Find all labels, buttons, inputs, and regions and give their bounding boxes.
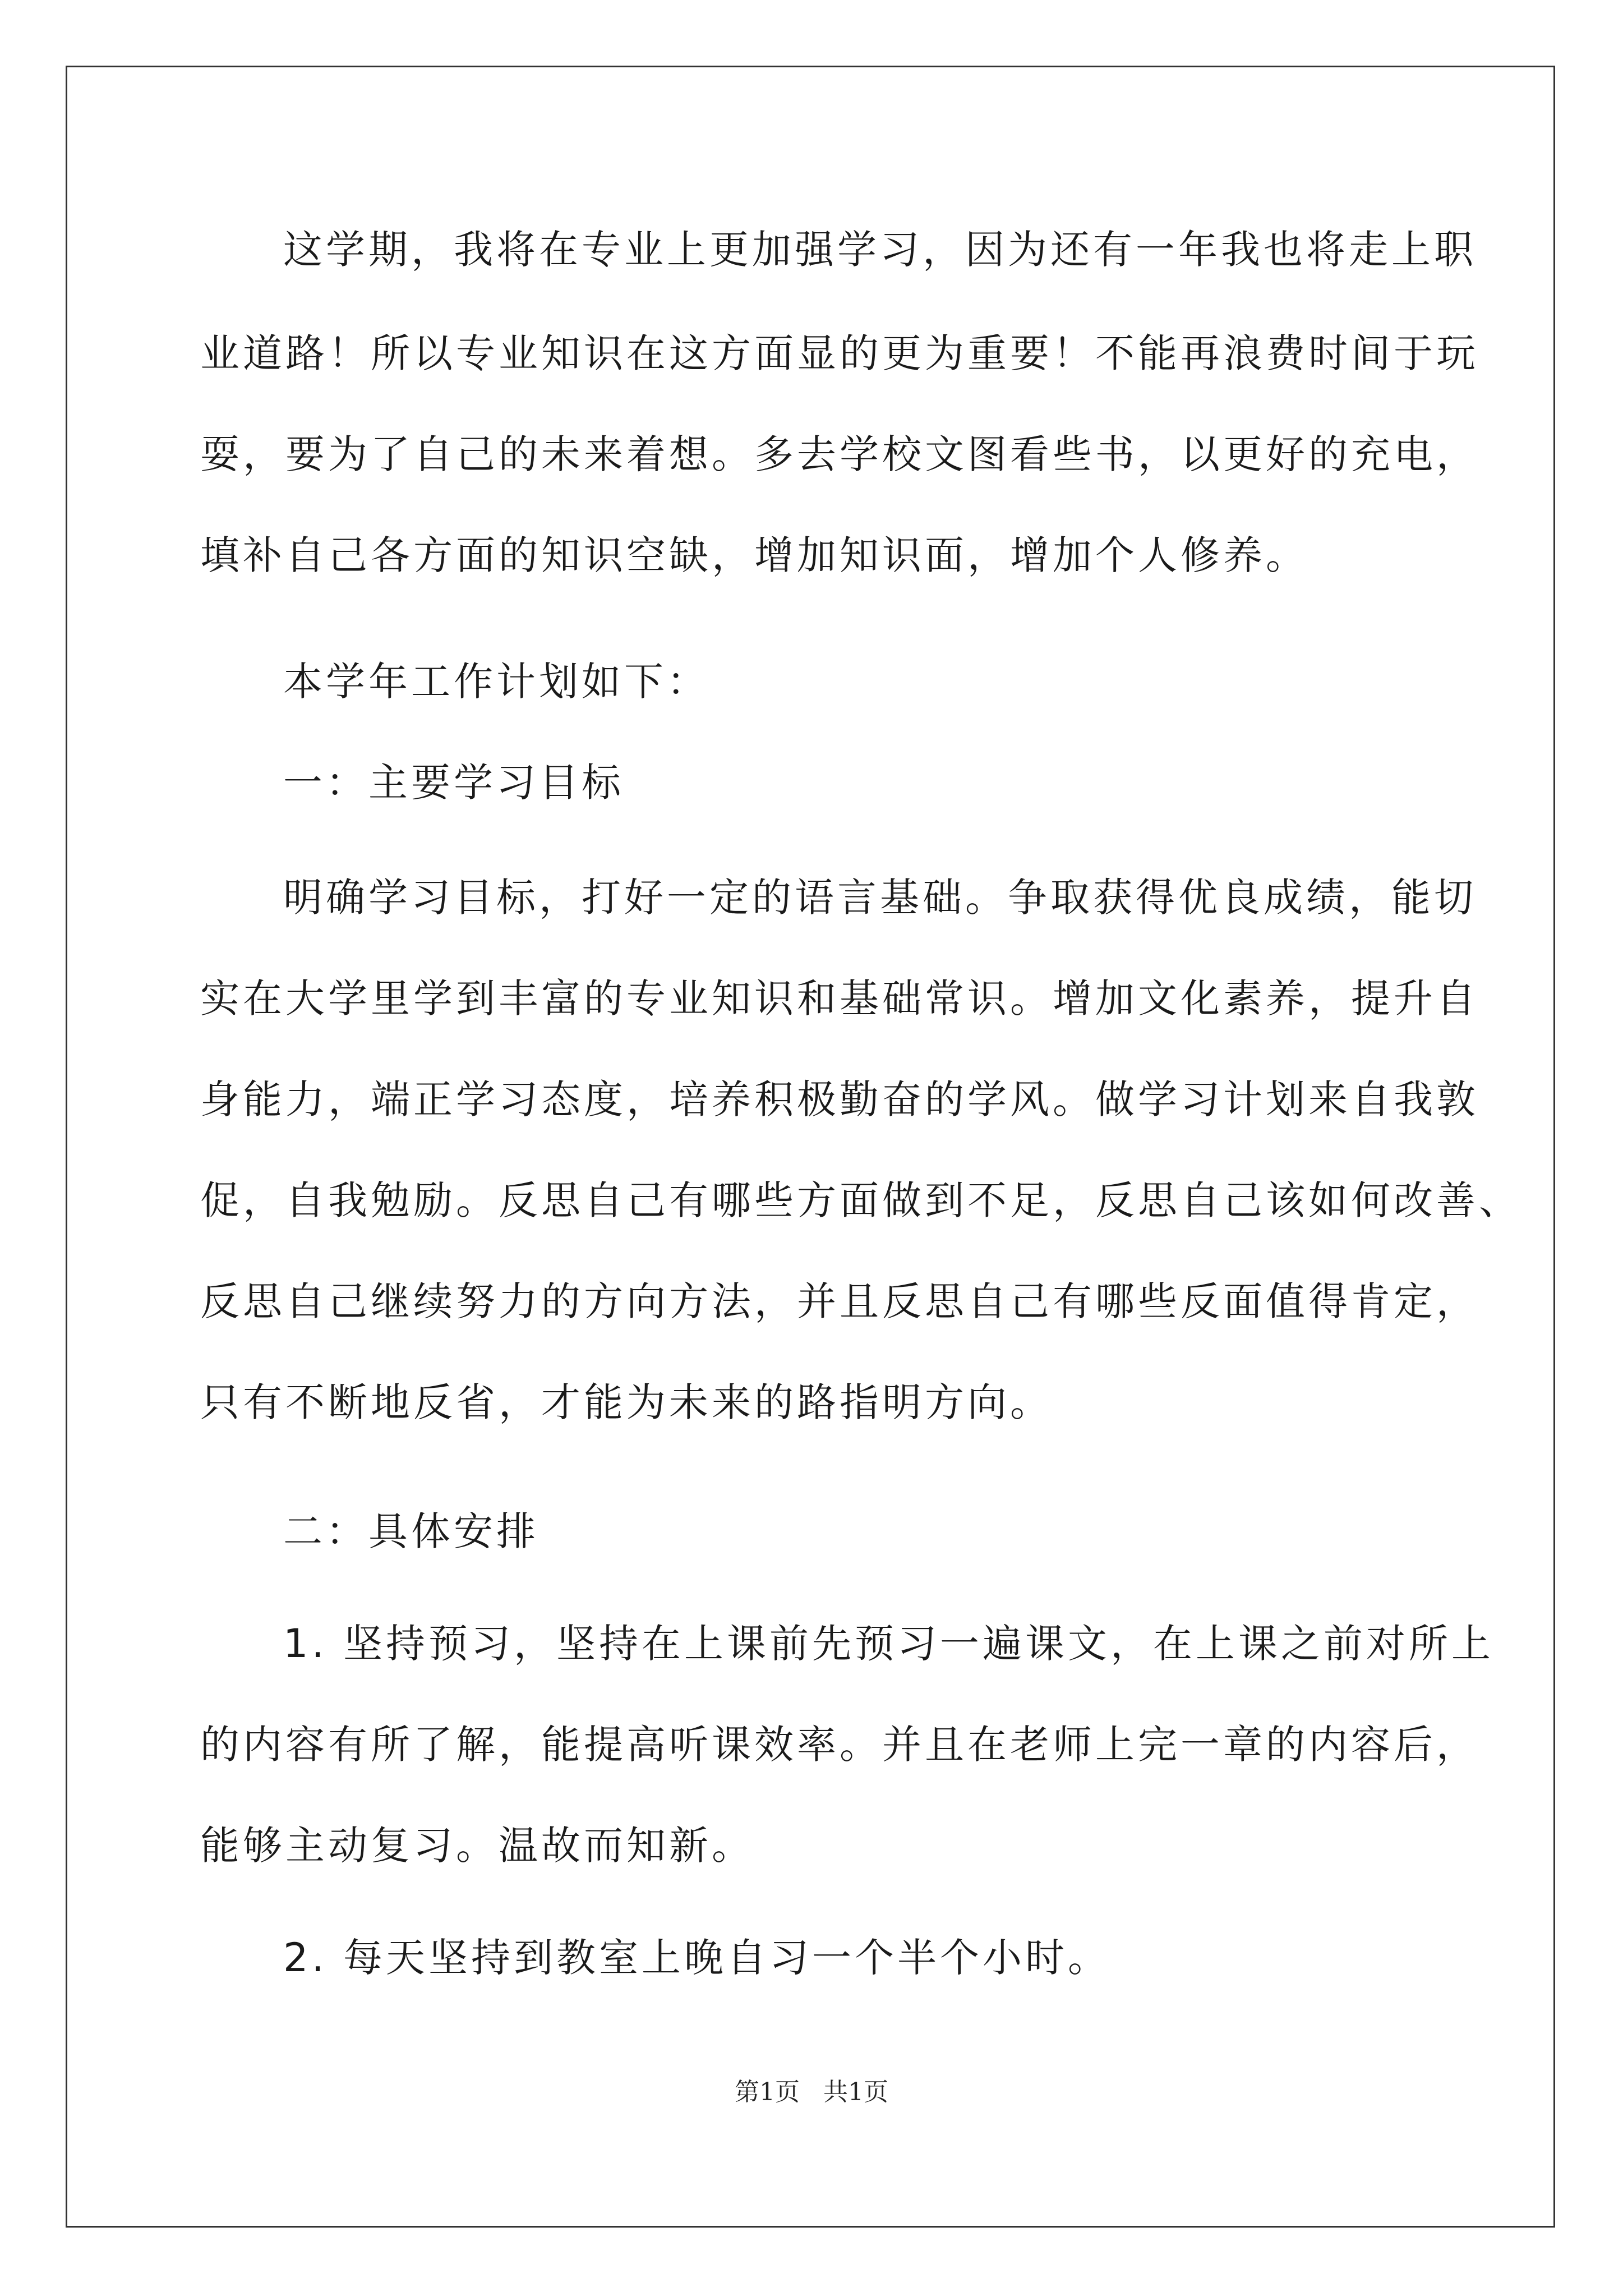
paragraph-line: 业道路！所以专业知识在这方面显的更为重要！不能再浪费时间于玩: [200, 330, 1479, 376]
list-item-line: 能够主动复习。温故而知新。: [200, 1823, 754, 1869]
paragraph-line: 这学期，我将在专业上更加强学习，因为还有一年我也将走上职: [283, 227, 1477, 273]
page-number-footer: 第1页 共1页: [735, 2078, 888, 2106]
paragraph-line: 明确学习目标，打好一定的语言基础。争取获得优良成绩，能切: [283, 875, 1477, 921]
paragraph-line: 实在大学里学到丰富的专业知识和基础常识。增加文化素养，提升自: [200, 976, 1479, 1022]
section-heading: 二：具体安排: [283, 1508, 539, 1554]
list-item-line: 的内容有所了解，能提高听课效率。并且在老师上完一章的内容后，: [200, 1722, 1479, 1768]
section-intro: 本学年工作计划如下：: [283, 659, 709, 705]
list-item-line: 2. 每天坚持到教室上晚自习一个半个小时。: [283, 1935, 1111, 1981]
section-heading: 一：主要学习目标: [283, 760, 624, 806]
paragraph-line: 反思自己继续努力的方向方法，并且反思自己有哪些反面值得肯定，: [200, 1278, 1479, 1324]
paragraph-line: 填补自己各方面的知识空缺，增加知识面，增加个人修养。: [200, 532, 1308, 578]
paragraph-line: 身能力，端正学习态度，培养积极勤奋的学风。做学习计划来自我敦: [200, 1076, 1479, 1122]
paragraph-line: 耍，要为了自己的未来着想。多去学校文图看些书，以更好的充电，: [200, 431, 1479, 477]
page-border: [66, 66, 1555, 2228]
list-item-line: 1. 坚持预习，坚持在上课前先预习一遍课文，在上课之前对所上: [283, 1621, 1495, 1667]
paragraph-line: 只有不断地反省，才能为未来的路指明方向。: [200, 1379, 1053, 1425]
paragraph-line: 促，自我勉励。反思自己有哪些方面做到不足，反思自己该如何改善、: [200, 1177, 1521, 1223]
